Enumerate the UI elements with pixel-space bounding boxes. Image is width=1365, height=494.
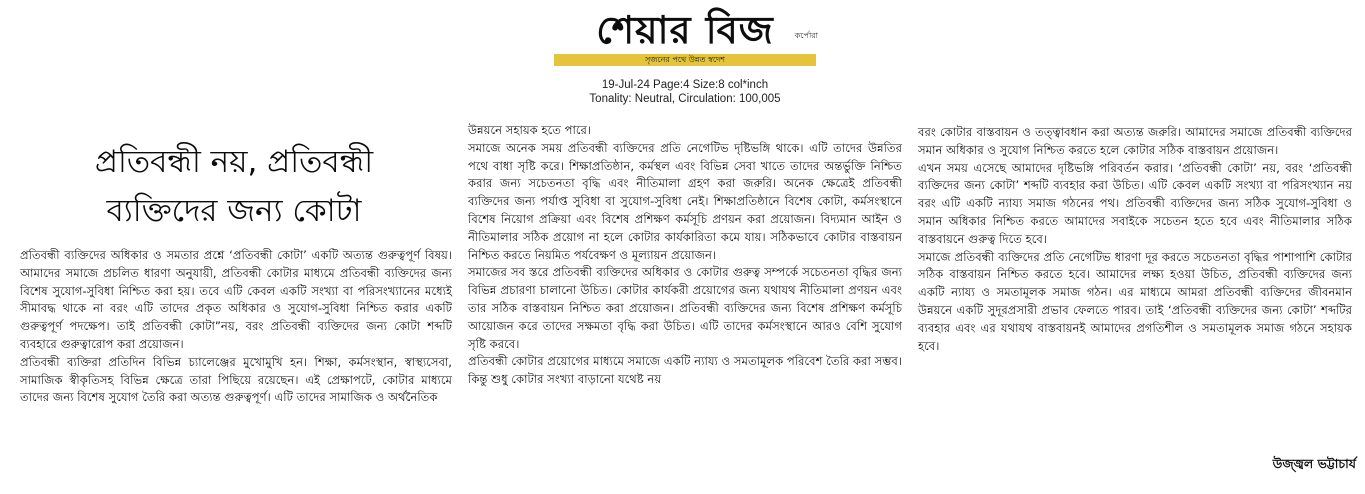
publication-logo: শেয়ার বিজ (596, 8, 774, 52)
clipping-meta-line2: Tonality: Neutral, Circulation: 100,005 (589, 93, 781, 105)
article-column-1 (20, 247, 452, 407)
clipping-meta (560, 78, 810, 106)
paragraph: এখন সময় এসেছে আমাদের দৃষ্টিভঙ্গি পরিবর্তন করার। ‘প্রতিবন্ধী কোটা’ নয়, বরং ‘প্রতিবন্ধী ব্যক্তিদের জন্য কোটা’ শব্দটি ব্যবহার করা উচিত। এটি কেবল একটি সংখ্যা বা পরিসংখ্যান নয় বরং এটি একটি ন্যায্য সমাজ গঠনের পথ। প্রতিবন্ধী ব্যক্তিদের জন্য সঠিক সুযোগ-সুবিধা ও সমান অধিকার নিশ্চিত করতে আমাদের সবাইকে সচেতন হতে হবে এবং নীতিমালার সঠিক বাস্তবায়নে গুরুত্ব দিতে হবে। (918, 160, 1352, 246)
paragraph: সমাজের সব স্তরে প্রতিবন্ধী ব্যক্তিদের অধিকার ও কোটার গুরুত্ব সম্পর্কে সচেতনতা বৃদ্ধির জন্য বিভিন্ন প্রচারণা চালানো উচিত। কোটার কার্যকরী প্রয়োগের জন্য যথাযথ নীতিমালা প্রণয়ন এবং তার সঠিক বাস্তবায়ন নিশ্চিত করা প্রয়োজন। প্রতিবন্ধী ব্যক্তিদের জন্য বিশেষ প্রশিক্ষণ কর্মসূচি আয়োজন করে তাদের সক্ষমতা বৃদ্ধি করা উচিত। এটি তাদের কর্মসংস্থানে আরও বেশি সুযোগ সৃষ্টি করবে। (468, 265, 902, 351)
publication-tagline: সৃজনের পথে উন্নত স্বদেশ (554, 54, 816, 66)
author-byline: উজ্জ্বল ভট্টাচার্য (1272, 456, 1356, 471)
article-headline (20, 138, 448, 236)
clipping-meta-line1: 19-Jul-24 Page:4 Size:8 col*inch (601, 79, 769, 91)
publication-location: কর্পোরা (794, 31, 818, 40)
headline-line2: ব্যক্তিদের জন্য কোটা (106, 193, 362, 229)
paragraph: প্রতিবন্ধী কোটার প্রয়োগের মাধ্যমে সমাজে একটি ন্যায্য ও সমতামূলক পরিবেশ তৈরি করা সম্ভব। কিন্তু শুধু কোটার সংখ্যা বাড়ানো যথেষ্ট নয় (468, 354, 902, 387)
headline-line1: প্রতিবন্ধী নয়, প্রতিবন্ধী (94, 144, 374, 180)
masthead (540, 8, 830, 66)
article-column-3 (918, 124, 1352, 355)
paragraph: সমাজে প্রতিবন্ধী ব্যক্তিদের প্রতি নেগেটিভ ধারণা দূর করতে সচেতনতা বৃদ্ধির পাশাপাশি কোটার সঠিক বাস্তবায়ন নিশ্চিত করতে হবে। আমাদের লক্ষ্য হওয়া উচিত, প্রতিবন্ধী ব্যক্তিদের জন্য একটি ন্যায্য ও সমতামূলক সমাজ গঠন। এর মাধ্যমে আমরা প্রতিবন্ধী ব্যক্তিদের জীবনমান উন্নয়নে একটি সুদূরপ্রসারী প্রভাব ফেলতে পারব। তাই ‘প্রতিবন্ধী ব্যক্তিদের জন্য কোটা’ শব্দটির ব্যবহার এবং এর যথাযথ বাস্তবায়নই আমাদের প্রগতিশীল ও সমতামূলক সমাজ গঠনে সহায়ক হবে। (918, 249, 1352, 353)
paragraph: উন্নয়নে সহায়ক হতে পারে। (468, 123, 592, 137)
article-column-2 (468, 122, 902, 389)
paragraph: বরং কোটার বাস্তবায়ন ও তত্ত্বাবধান করা অত্যন্ত জরুরি। আমাদের সমাজে প্রতিবন্ধী ব্যক্তিদের সমান অধিকার ও সুযোগ নিশ্চিত করতে হলে কোটার সঠিক বাস্তবায়ন প্রয়োজন। (918, 125, 1352, 157)
paragraph: প্রতিবন্ধী ব্যক্তিরা প্রতিদিন বিভিন্ন চ্যালেঞ্জের মুখোমুখি হন। শিক্ষা, কর্মসংস্থান, স্বাস্থ্যসেবা, সামাজিক স্বীকৃতিসহ বিভিন্ন ক্ষেত্রে তারা পিছিয়ে রয়েছেন। এই প্রেক্ষাপটে, কোটার মাধ্যমে তাদের জন্য বিশেষ সুযোগ তৈরি করা অত্যন্ত গুরুত্বপূর্ণ। এটি তাদের সামাজিক ও অর্থনৈতিক (20, 354, 452, 405)
paragraph: সমাজে অনেক সময় প্রতিবন্ধী ব্যক্তিদের প্রতি নেগেটিভ দৃষ্টিভঙ্গি থাকে। এটি তাদের উন্নতির পথে বাধা সৃষ্টি করে। শিক্ষাপ্রতিষ্ঠান, কর্মস্থল এবং বিভিন্ন সেবা খাতে তাদের অন্তর্ভুক্তি নিশ্চিত করার জন্য সচেতনতা বৃদ্ধি এবং নীতিমালা গ্রহণ করা জরুরি। অনেক ক্ষেত্রেই প্রতিবন্ধী ব্যক্তিদের জন্য পর্যাপ্ত সুবিধা বা সুযোগ-সুবিধা নেই। শিক্ষাপ্রতিষ্ঠানে বিশেষ কোটা, কর্মসংস্থানে বিশেষ নিয়োগ প্রক্রিয়া এবং বিশেষ প্রশিক্ষণ কর্মসূচি প্রণয়ন করা প্রয়োজন। বিদ্যমান আইন ও নীতিমালার সঠিক প্রয়োগ না হলে কোটার কার্যকারিতা কমে যায়। সঠিকভাবে কোটার বাস্তবায়ন নিশ্চিত করতে নিয়মিত পর্যবেক্ষণ ও মূল্যায়ন প্রয়োজন। (468, 140, 902, 262)
paragraph: প্রতিবন্ধী ব্যক্তিদের অধিকার ও সমতার প্রশ্নে ‘প্রতিবন্ধী কোটা’ একটি অত্যন্ত গুরুত্বপূর্ণ বিষয়। আমাদের সমাজে প্রচলিত ধারণা অনুযায়ী, প্রতিবন্ধী কোটার মাধ্যমে প্রতিবন্ধী ব্যক্তিদের জন্য বিশেষ সুযোগ-সুবিধা নিশ্চিত করা হয়। তবে এটি কেবল একটি সংখ্যা বা পরিসংখ্যানের মধ্যেই সীমাবদ্ধ থাকে না বরং এটি তাদের প্রকৃত অধিকার ও সুযোগ-সুবিধা নিশ্চিত করার একটি গুরুত্বপূর্ণ পদক্ষেপ। তাই প্রতিবন্ধী কোটা”নয়, বরং প্রতিবন্ধী ব্যক্তিদের জন্য কোটা শব্দটি ব্যবহারে গুরুত্বারোপ করা প্রয়োজন। (20, 248, 452, 351)
